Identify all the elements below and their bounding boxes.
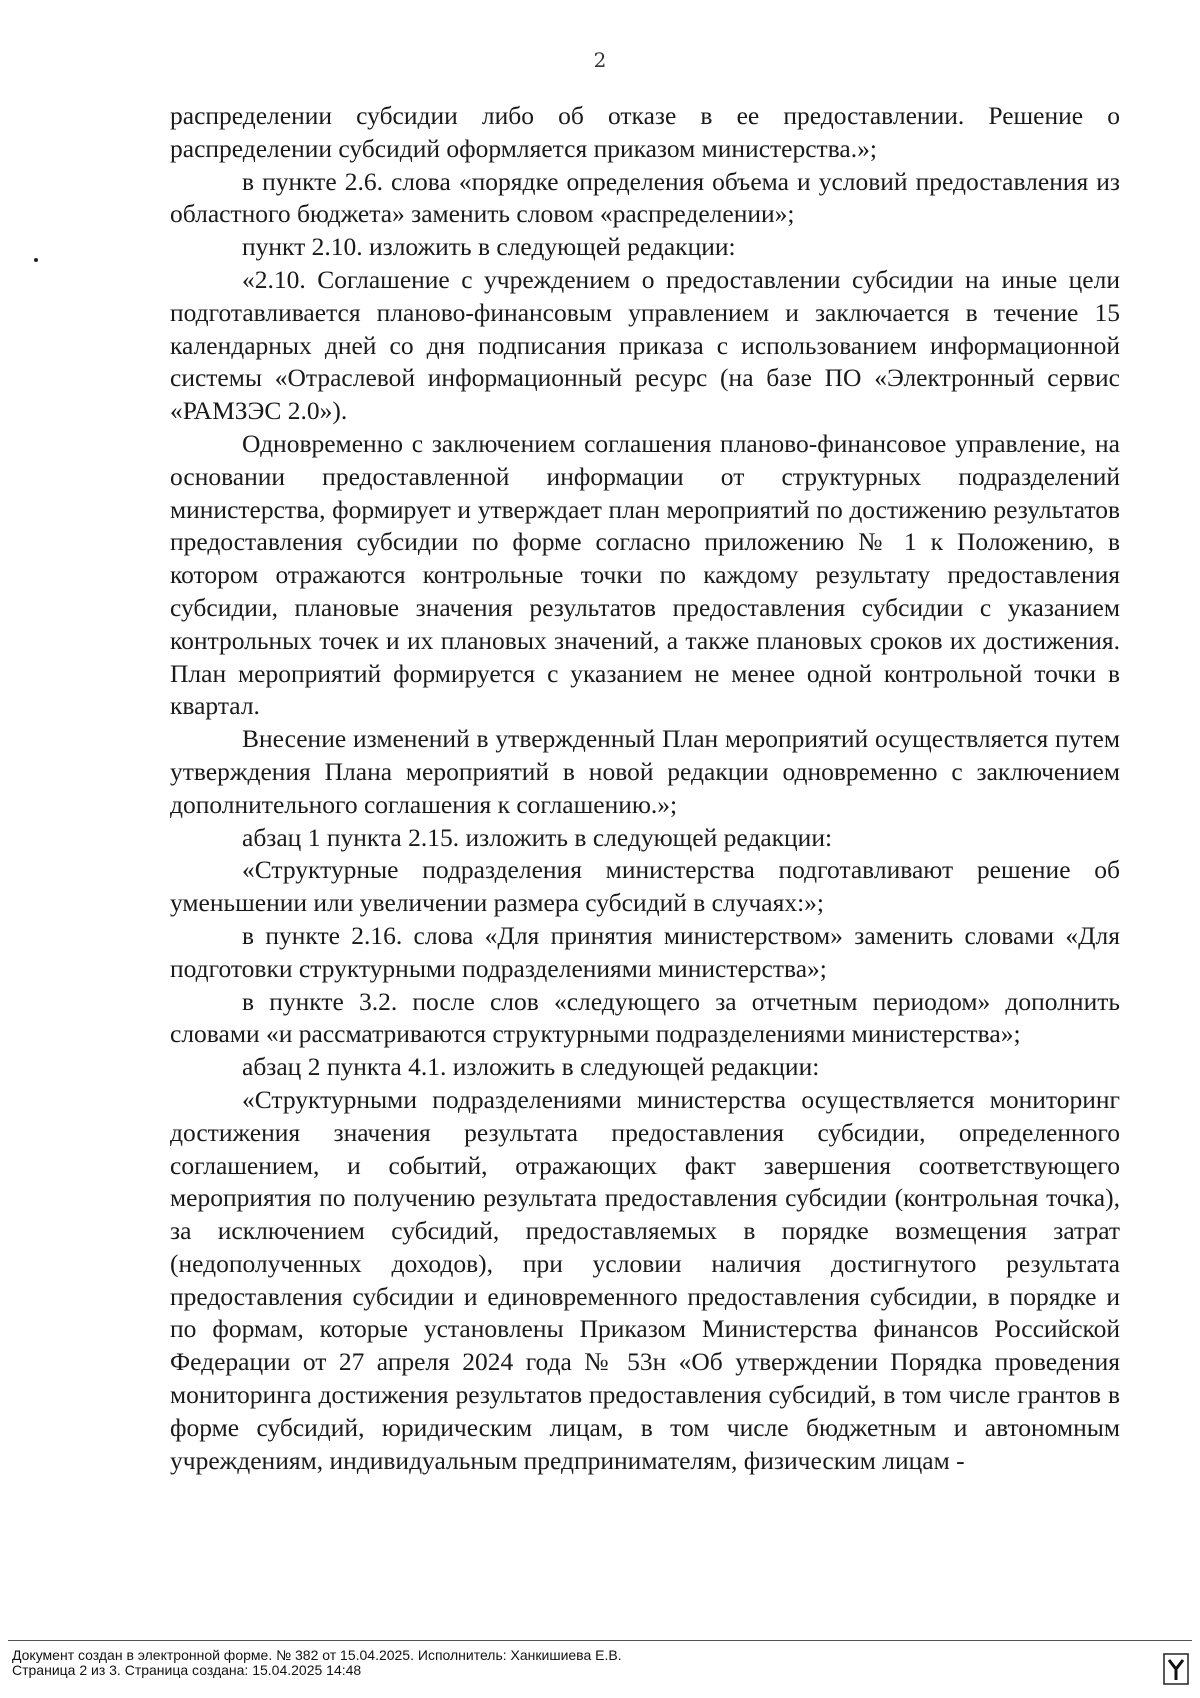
paragraph: в пункте 2.16. слова «Для принятия министерством» заменить словами «Для подготовки структурными подразделениями министерства»;	[170, 920, 1120, 983]
footer-line-1: Документ создан в электронной форме. № 382 от 15.04.2025. Исполнитель: Ханкишиева Е.В.	[12, 1647, 622, 1663]
document-footer	[12, 1648, 622, 1678]
paragraph: абзац 2 пункта 4.1. изложить в следующей редакции:	[242, 1052, 820, 1082]
paragraph: «Структурные подразделения министерства подготавливают решение об уменьшении или увеличении размера субсидий в случаях:»;	[170, 855, 1120, 918]
paragraph: «2.10. Соглашение с учреждением о предоставлении субсидии на иные цели подготавливается планово-финансовым управлением и заключается в течение 15 календарных дней со дня подписания приказа с использованием информационной системы «Отраслевой информационный ресурс (на базе ПО «Электронный сервис «РАМЗЭС 2.0»).	[170, 264, 1120, 426]
emblem-logo-icon	[1162, 1652, 1190, 1686]
paragraph: абзац 1 пункта 2.15. изложить в следующей редакции:	[242, 822, 833, 852]
paragraph: в пункте 2.6. слова «порядке определения объема и условий предоставления из областного бюджета» заменить словом «распределении»;	[170, 166, 1120, 229]
footer-line-2: Страница 2 из 3. Страница создана: 15.04.2025 14:48	[12, 1662, 362, 1678]
page-number: 2	[593, 48, 607, 72]
scan-artifact-dot	[34, 258, 38, 262]
paragraph: Одновременно с заключением соглашения планово-финансовое управление, на основании предоставленной информации от структурных подразделений министерства, формирует и утверждает план мероприятий по достижению результатов предоставления субсидии по форме согласно приложению № 1 к Положению, в котором отражаются контрольные точки по каждому результату предоставления субсидии, плановые значения результатов предоставления субсидии с указанием контрольных точек и их плановых значений, а также плановых сроков их достижения. План мероприятий формируется с указанием не менее одной контрольной точки в квартал.	[170, 428, 1120, 721]
paragraph: пункт 2.10. изложить в следующей редакции:	[242, 232, 736, 262]
document-body	[170, 100, 1120, 1477]
paragraph: «Структурными подразделениями министерства осуществляется мониторинг достижения значения результата предоставления субсидии, определенного соглашением, и событий, отражающих факт завершения соответствующего мероприятия по получению результата предоставления субсидии (контрольная точка), за исключением субсидий, предоставляемых в порядке возмещения затрат (недополученных доходов), при условии наличия достигнутого результата предоставления субсидии и единовременного предоставления субсидии, в порядке и по формам, которые установлены Приказом Министерства финансов Российской Федерации от 27 апреля 2024 года № 53н «Об утверждении Порядка проведения мониторинга достижения результатов предоставления субсидий, в том числе грантов в форме субсидий, юридическим лицам, в том числе бюджетным и автономным учреждениям, индивидуальным предпринимателям, физическим лицам -	[170, 1084, 1120, 1475]
footer-divider	[8, 1640, 1192, 1641]
paragraph: распределении субсидии либо об отказе в ее предоставлении. Решение о распределении субсидий оформляется приказом министерства.»;	[170, 101, 1120, 163]
paragraph: Внесение изменений в утвержденный План мероприятий осуществляется путем утверждения Плана мероприятий в новой редакции одновременно с заключением дополнительного соглашения к соглашению.»;	[170, 724, 1120, 819]
paragraph: в пункте 3.2. после слов «следующего за отчетным периодом» дополнить словами «и рассматриваются структурными подразделениями министерства»;	[170, 986, 1120, 1049]
